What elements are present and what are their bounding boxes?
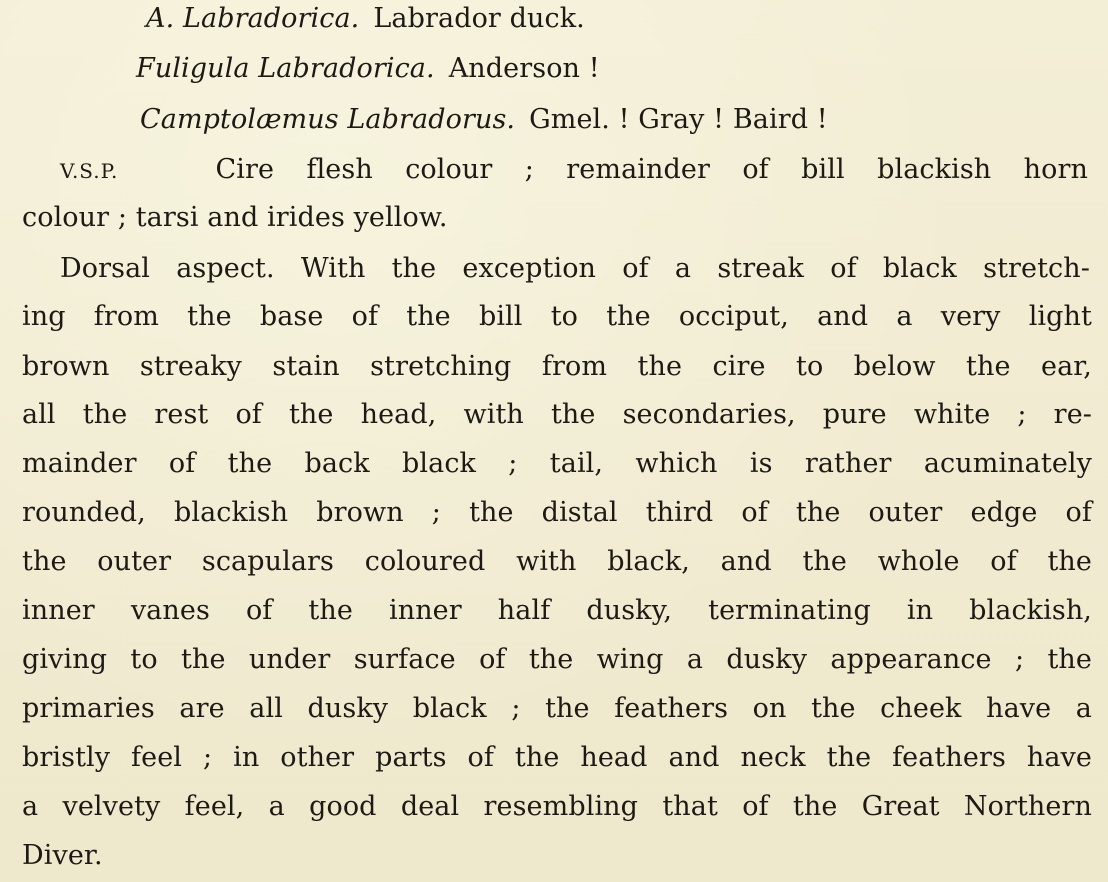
synonym-latin: Camptolæmus Labradorus.	[140, 104, 516, 135]
vsp-text: colour ; tarsi and irides yellow.	[22, 202, 448, 233]
synonym-line-1	[146, 2, 585, 36]
vsp-line-1	[60, 153, 1088, 188]
paragraph-line: bristly feel ; in other parts of the head and neck the feathers have	[22, 742, 1092, 773]
synonym-authority: Gmel. ! Gray ! Baird !	[529, 104, 828, 135]
synonym-line-2	[136, 52, 600, 86]
paragraph-line: rounded, blackish brown ; the distal third of the outer edge of	[22, 497, 1092, 528]
paragraph-line: Dorsal aspect. With the exception of a streak of black stretch-	[60, 253, 1090, 284]
vsp-line-2	[22, 201, 448, 235]
paragraph-line: ing from the base of the bill to the occiput, and a very light	[22, 301, 1092, 332]
synonym-latin: A. Labradorica.	[146, 3, 360, 34]
synonym-line-3	[140, 103, 828, 137]
paragraph-line: all the rest of the head, with the secondaries, pure white ; re-	[22, 399, 1092, 430]
synonym-latin: Fuligula Labradorica.	[136, 53, 435, 84]
paragraph-line: mainder of the back black ; tail, which is rather acuminately	[22, 448, 1092, 479]
vsp-label: V.S.P.	[60, 159, 119, 183]
synonym-authority: Anderson !	[448, 53, 600, 84]
paragraph-line: giving to the under surface of the wing a dusky appearance ; the	[22, 644, 1092, 675]
paragraph-line: the outer scapulars coloured with black, and the whole of the	[22, 546, 1092, 577]
synonym-common: Labrador duck.	[373, 3, 585, 34]
paragraph-line: brown streaky stain stretching from the cire to below the ear,	[22, 351, 1092, 382]
paragraph-line: primaries are all dusky black ; the feathers on the cheek have a	[22, 693, 1092, 724]
paragraph-line-last: Diver.	[22, 840, 103, 871]
vsp-text: Cire flesh colour ; remainder of bill blackish horn	[215, 154, 1088, 185]
paragraph-line: inner vanes of the inner half dusky, terminating in blackish,	[22, 595, 1092, 626]
paragraph-line: a velvety feel, a good deal resembling that of the Great Northern	[22, 791, 1092, 822]
